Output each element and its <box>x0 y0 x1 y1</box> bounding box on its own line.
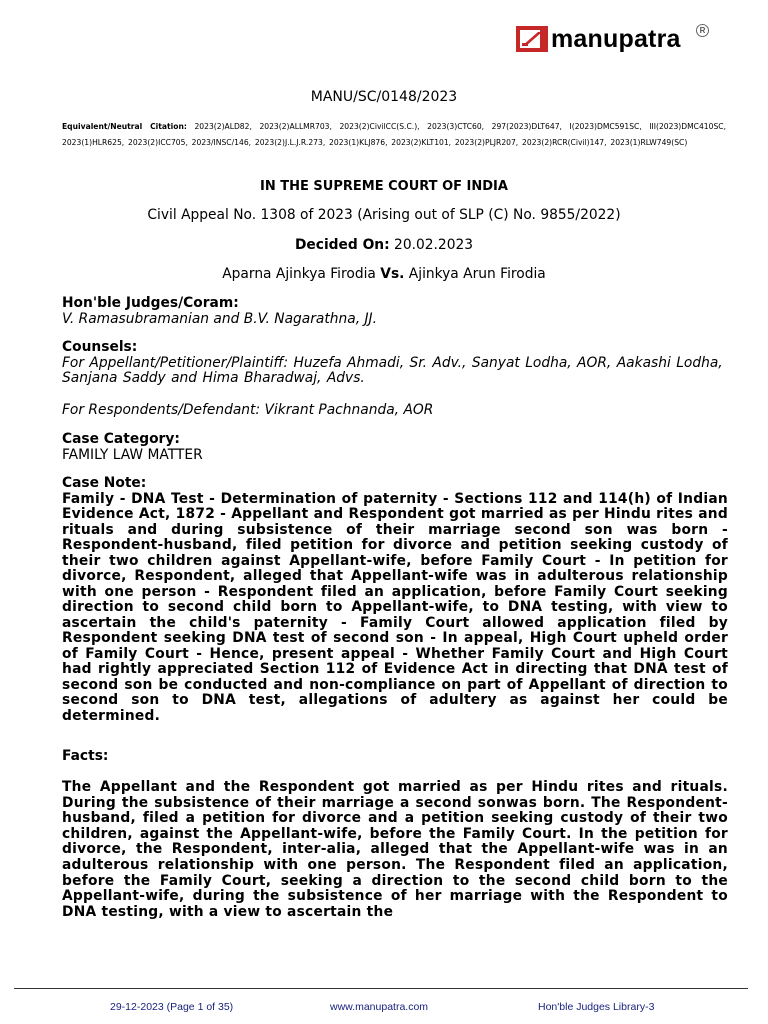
case-note-section <box>62 476 728 724</box>
court-name: IN THE SUPREME COURT OF INDIA <box>260 179 508 194</box>
versus-label: Vs. <box>380 266 405 282</box>
respondent-counsel: For Respondents/Defendant: Vikrant Pachnanda, AOR <box>62 402 434 418</box>
case-parties <box>0 265 768 283</box>
facts-text: The Appellant and the Respondent got married as per Hindu rites and rituals. During the subsistence of their marriage a second sonwas born. The Respondent-husband, filed a petition for divorce and a petition seeking custody of their two children, against the Appellant-wife, before the Family Court. In the petition for divorce, the Respondent, inter-alia, alleged that the Appellant-wife was in an adulterous relationship with one person. The Respondent filed an application, before the Family Court, seeking a direction to the second child born to the Appellant-wife, during the subsistence of her marriage with the Respondent to DNA testing, with a view to ascertain the <box>62 779 728 920</box>
footer-date-page: 29-12-2023 (Page 1 of 35) <box>110 1001 234 1013</box>
judges-names: V. Ramasubramanian and B.V. Nagarathna, JJ. <box>62 310 378 327</box>
appeal-number: Civil Appeal No. 1308 of 2023 (Arising out of SLP (C) No. 9855/2022) <box>147 207 621 223</box>
appellant-name: Aparna Ajinkya Firodia <box>222 266 376 282</box>
manupatra-logo <box>516 24 712 56</box>
counsels-heading: Counsels: <box>62 339 138 355</box>
manu-citation-id: MANU/SC/0148/2023 <box>310 89 458 105</box>
case-note-text: Family - DNA Test - Determination of paternity - Sections 112 and 114(h) of Indian Evidence Act, 1872 - Appellant and Respondent got married as per Hindu rites and rituals and during subsistence of their marriage second son was born - Respondent-husband, filed petition for divorce and petition seeking custody of their two children against Appellant-wife, before Family Court - In petition for divorce, Respondent, alleged that Appellant-wife was in adulterous relationship with one person - Respondent filed an application, before Family Court seeking direction to second child born to Appellant-wife, to DNA testing, with view to ascertain the child's paternity - Family Court allowed application filed by Respondent seeking DNA test of second son - In appeal, High Court upheld order of Family Court - Hence, present appeal - Whether Family Court and High Court had rightly appreciated Section 112 of Evidence Act in directing that DNA test of second son be conducted and non-compliance on part of Appellant of direction to second son to DNA test, allegations of adultery as against her could be determined. <box>62 490 728 724</box>
footer-website-link[interactable]: www.manupatra.com <box>330 1001 429 1013</box>
footer-divider <box>14 988 748 989</box>
case-category-value: FAMILY LAW MATTER <box>62 446 203 463</box>
case-category-section <box>62 432 728 463</box>
judges-heading: Hon'ble Judges/Coram: <box>62 295 239 311</box>
citation-list: 2023(2)ALD82, 2023(2)ALLMR703, 2023(2)CivilCC(S.C.), 2023(3)CTC60, 297(2023)DLT647, I(2023)DMC591SC, III(2023)DMC410SC, 2023(1)HLR625, 2023(2)ICC705, 2023/INSC/146, 2023(2)J.L.J.R.273, 2023(1)KLJ876, 2023(2)KLT101, 2023(2)PLJR207, 2023(2)RCR(Civil)147, 2023(1)RLW749(SC) <box>62 122 726 147</box>
case-category-heading: Case Category: <box>62 431 180 447</box>
decided-on <box>0 236 768 254</box>
case-note-heading: Case Note: <box>62 475 147 491</box>
decided-label: Decided On: <box>294 237 390 253</box>
judges-section <box>62 296 728 327</box>
logo-wordmark: manupatra <box>551 25 681 53</box>
counsels-section <box>62 340 728 387</box>
facts-heading: Facts: <box>62 748 109 764</box>
equivalent-citations <box>62 119 726 150</box>
footer-library-name: Hon'ble Judges Library-3 <box>538 1001 655 1013</box>
decided-date: 20.02.2023 <box>394 237 474 253</box>
registered-mark: R <box>696 24 709 37</box>
appellant-counsel: For Appellant/Petitioner/Plaintiff: Huzefa Ahmadi, Sr. Adv., Sanyat Lodha, AOR, Aakashi Lodha, Sanjana Saddy and Hima Bharadwaj, Advs. <box>62 354 723 386</box>
manupatra-logo-icon <box>516 26 548 52</box>
citation-label: Equivalent/Neutral Citation: <box>62 122 187 131</box>
respondent-name: Ajinkya Arun Firodia <box>408 266 546 282</box>
